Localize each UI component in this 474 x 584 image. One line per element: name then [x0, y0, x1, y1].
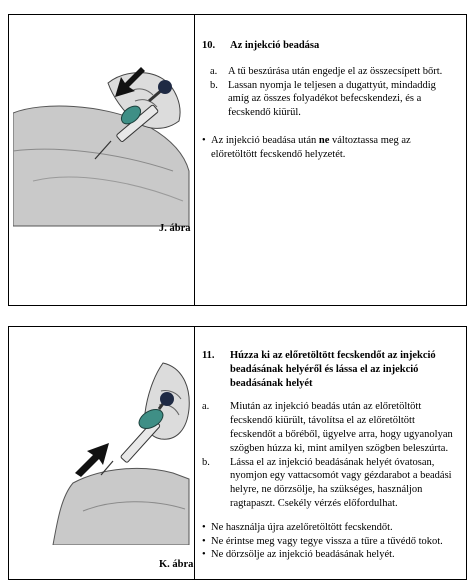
- list-item: a. Miután az injekció beadás után az előretöltött fecskendő kiürült, távolítsa el az előretöltött fecskendőt a bőréből, ügyelve arra, hogy ugyanolyan szögben húzza ki, mint amilyen szögben beleszúrta.: [202, 401, 453, 454]
- note-bullet: • Az injekció beadása után ne változtassa meg az előretöltött fecskendő helyzetét.: [202, 134, 411, 160]
- injection-illustration-k: [13, 333, 191, 545]
- step-title: Az injekció beadása: [230, 40, 320, 51]
- panel-step-10: [8, 14, 467, 306]
- panel-divider: [194, 15, 195, 305]
- figure-label-j: J. ábra: [159, 223, 191, 234]
- step-number: 10.: [202, 40, 216, 51]
- step-number: 11.: [202, 350, 215, 361]
- bullet-item: • Ne dörzsölje az injekció beadásának helyét.: [202, 549, 395, 561]
- panel-divider: [194, 327, 195, 579]
- list-item: a. A tű beszúrása után engedje el az összecsípett bőrt.: [210, 65, 443, 77]
- panel-step-11: [8, 326, 467, 580]
- step-title: Húzza ki az előretöltött fecskendőt az injekció beadásának helyéről és lássa el az injekció beadásának helyét: [230, 350, 436, 389]
- step-10-text: [202, 39, 458, 162]
- figure-label-k: K. ábra: [159, 559, 194, 570]
- list-item: b. Lassan nyomja le teljesen a dugattyút, mindaddig amíg az összes folyadékot befecskendezi, és a fecskendő kiürül.: [210, 79, 436, 119]
- step-11-text: [202, 349, 458, 562]
- step-10-heading: [202, 39, 458, 53]
- bullet-item: • Ne érintse meg vagy tegye vissza a tűre a tűvédő tokot.: [202, 535, 443, 547]
- bullet-item: • Ne használja újra azelőretöltött fecskendőt.: [202, 521, 393, 533]
- list-item: b. Lássa el az injekció beadásának helyét óvatosan, nyomjon egy vattacsomót vagy gézdarabot a beadási helyre, ne dörzsölje, ha szükséges, használjon ragtapaszt. Csekély vérzés előfordulhat.: [202, 456, 452, 509]
- injection-illustration-j: [13, 21, 191, 231]
- figure-j: [13, 21, 191, 236]
- figure-k: [13, 333, 191, 550]
- step-11-heading: [202, 349, 458, 390]
